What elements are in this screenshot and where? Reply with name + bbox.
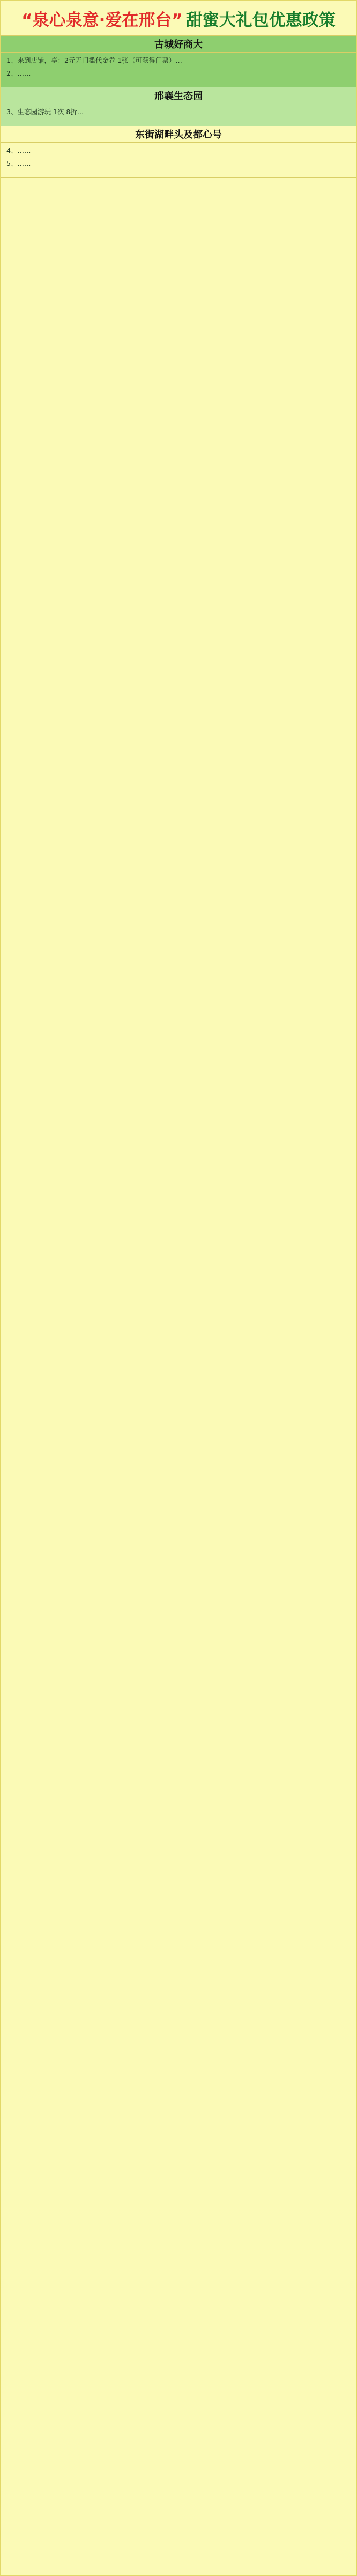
section-2 — [1, 87, 356, 126]
section-body — [1, 143, 356, 177]
section-row: 1、来到店铺，享：2元无门槛代金卷 1张（可获得门票）… — [6, 56, 182, 64]
section-header: 古城好商大 — [1, 35, 356, 53]
section-1 — [1, 35, 356, 87]
title-right: 甜蜜大礼包优惠政策 — [185, 10, 336, 30]
section-body — [1, 104, 356, 126]
section-3 — [1, 126, 356, 177]
section-header: 邢襄生态园 — [1, 87, 356, 104]
section-row: 3、生态园游玩 1次 8折… — [6, 108, 84, 116]
section-row: 2、…… — [6, 69, 31, 77]
section-body — [1, 53, 356, 87]
poster-title — [1, 1, 356, 35]
title-left: “泉心泉意·爱在邢台” — [21, 10, 183, 30]
section-row: 5、…… — [6, 159, 31, 167]
remaining-content-area — [1, 177, 356, 2307]
section-row: 4、…… — [6, 146, 31, 154]
section-header: 东街湖畔头及都心号 — [1, 126, 356, 143]
